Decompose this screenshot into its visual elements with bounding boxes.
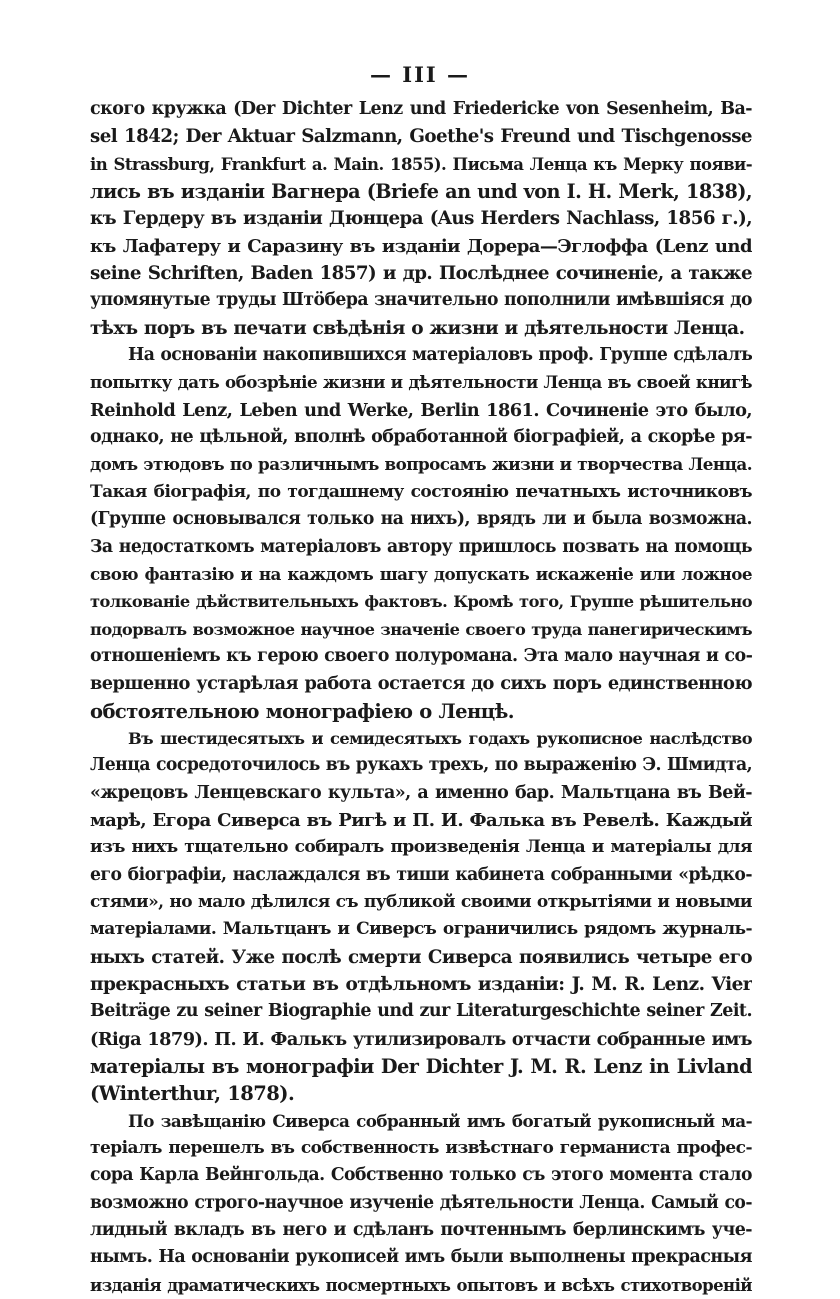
text-line: попытку дать обозрѣніе жизни и дѣятельности Ленца въ своей книгѣ: [90, 372, 752, 393]
text-line: sel 1842; Der Aktuar Salzmann, Goethe's Freund und Tischgenosse: [90, 126, 752, 148]
text-line: нымъ. На основаніи рукописей имъ были выполнены прекрасныя: [90, 1247, 752, 1268]
text-line: (Riga 1879). П. И. Фалькъ утилизировалъ отчасти собранные имъ: [90, 1028, 752, 1050]
text-line: прекрасныхъ статьи въ отдѣльномъ изданіи: J. M. R. Lenz. Vier: [90, 974, 752, 995]
paragraph-first-line: По завѣщанію Сиверса собранный имъ богатый рукописный ма-: [128, 1110, 752, 1131]
text-line: Beiträge zu seiner Biographie und zur Literaturgeschichte seiner Zeit.: [90, 1001, 752, 1022]
text-line: домъ этюдовъ по различнымъ вопросамъ жизни и творчества Ленца.: [90, 454, 752, 475]
text-line: тѣхъ поръ въ печати свѣдѣнія о жизни и дѣятельности Ленца.: [90, 317, 745, 339]
text-line: лидный вкладъ въ него и сдѣланъ почтеннымъ берлинскимъ уче-: [90, 1220, 752, 1241]
text-line: (Группе основывался только на нихъ), врядъ ли и была возможна.: [90, 509, 752, 530]
body-text: [90, 96, 752, 1299]
text-line: матеріалы въ монографіи Der Dichter J. M. R. Lenz in Livland: [90, 1055, 752, 1079]
text-line: «жрецовъ Ленцевскаго культа», а именно бар. Мальтцана въ Вей-: [90, 782, 752, 803]
text-line: ныхъ статей. Уже послѣ смерти Сиверса появились четыре его: [90, 946, 752, 968]
text-line: толкованіе дѣйствительныхъ фактовъ. Кромѣ того, Группе рѣшительно: [90, 592, 752, 612]
text-line: свою фантазію и на каждомъ шагу допускать искаженіе или ложное: [90, 563, 752, 584]
text-line: seine Schriften, Baden 1857) и др. Послѣднее сочиненіе, а также: [90, 263, 752, 285]
text-line: теріалъ перешелъ въ собственность извѣстнаго германиста профес-: [90, 1138, 752, 1159]
text-line: (Winterthur, 1878).: [90, 1082, 295, 1106]
text-line: изданія драматическихъ посмертныхъ опытовъ и всѣхъ стихотвореній: [90, 1275, 752, 1295]
paragraph-first-line: На основаніи накопившихся матеріаловъ проф. Группе сдѣлалъ: [128, 345, 752, 366]
text-line: однако, не цѣльной, вполнѣ обработанной біографіей, а скорѣе ря-: [90, 427, 752, 448]
text-line: къ Гердеру въ изданіи Дюнцера (Aus Herders Nachlass, 1856 г.),: [90, 208, 752, 230]
text-line: упомянутые труды Штöбера значительно пополнили имѣвшіяся до: [90, 290, 752, 311]
text-line: возможно строго-научное изученіе дѣятельности Ленца. Самый со-: [90, 1192, 752, 1213]
text-line: Reinhold Lenz, Leben und Werke, Berlin 1861. Сочиненіе это было,: [90, 399, 752, 421]
text-line: in Strassburg, Frankfurt a. Main. 1855). Письма Ленца къ Мерку появи-: [90, 154, 752, 174]
text-line: обстоятельною монографіею о Ленцѣ.: [90, 699, 514, 723]
text-line: ского кружка (Der Dichter Lenz und Friedericke von Sesenheim, Ba-: [90, 99, 752, 119]
text-line: стями», но мало дѣлился съ публикой своими открытіями и новыми: [90, 891, 752, 912]
text-line: его біографіи, наслаждался въ тиши кабинета собранными «рѣдко-: [90, 864, 752, 885]
text-line: изъ нихъ тщательно собиралъ произведенія Ленца и матеріалы для: [90, 837, 752, 858]
text-line: матеріалами. Мальтцанъ и Сиверсъ ограничились рядомъ журналь-: [90, 919, 752, 940]
text-line: Такая біографія, по тогдашнему состоянію печатныхъ источниковъ: [90, 481, 752, 502]
text-line: вершенно устарѣлая работа остается до сихъ поръ единственною: [90, 673, 752, 695]
text-line: лись въ изданіи Вагнера (Briefe an und von I. H. Merk, 1838),: [90, 180, 752, 204]
text-line: отношеніемъ къ герою своего полуромана. Эта мало научная и со-: [90, 645, 752, 666]
text-line: Ленца сосредоточилось въ рукахъ трехъ, по выраженію Э. Шмидта,: [90, 755, 752, 776]
text-line: подорвалъ возможное научное значеніе своего труда панегирическимъ: [90, 619, 752, 639]
page-number: — III —: [369, 62, 471, 87]
text-line: За недостаткомъ матеріаловъ автору пришлось позвать на помощь: [90, 536, 752, 557]
text-line: марѣ, Егора Сиверса въ Ригѣ и П. И. Фалька въ Ревелѣ. Каждый: [90, 809, 752, 831]
paragraph-first-line: Въ шестидесятыхъ и семидесятыхъ годахъ рукописное наслѣдство: [128, 728, 752, 748]
text-line: къ Лафатеру и Саразину въ изданіи Дорера—Эглоффа (Lenz und: [90, 235, 752, 257]
text-line: сора Карла Вейнгольда. Собственно только съ этого момента стало: [90, 1165, 752, 1186]
